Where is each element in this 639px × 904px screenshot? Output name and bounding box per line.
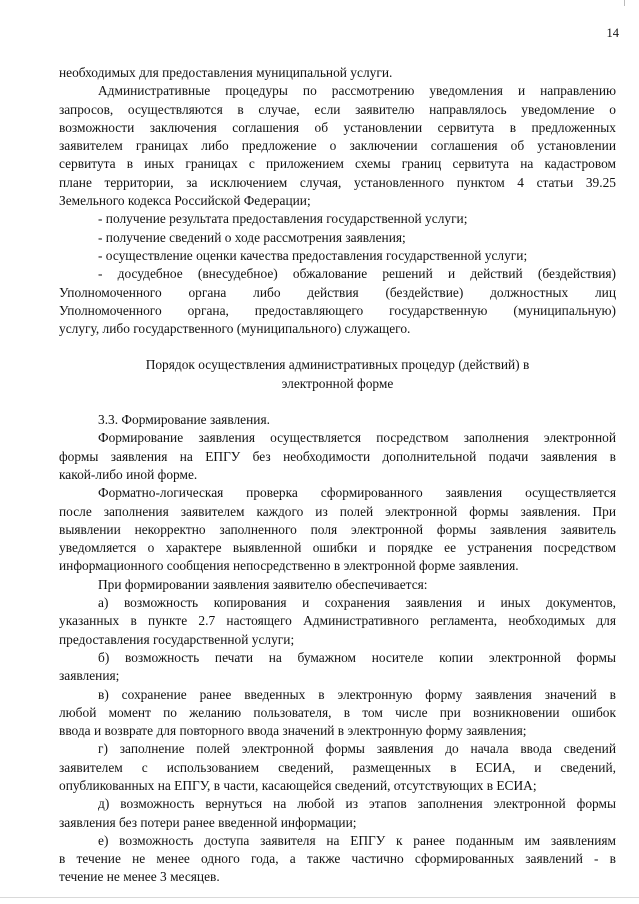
section-gap (59, 393, 616, 411)
list-item: д) возможность вернуться на любой из этапов заполнения электронной формы (98, 796, 616, 812)
text-line: информационного сообщения непосредственно в электронной форме заявления. (59, 558, 519, 574)
text-line: услугу, либо государственного (муниципального) служащего. (59, 321, 411, 337)
text-line: запросов, осуществляются в случае, если заявителю направлялось уведомление о (59, 101, 616, 117)
text-line: ввода и возврате для повторного ввода значений в электронную форму заявления; (59, 723, 527, 739)
text-line: уведомляется о характере выявленной ошибки и порядке ее устранения посредством (59, 540, 616, 556)
list-item: - получение результата предоставления государственной услуги; (98, 211, 468, 227)
paragraph-start: Административные процедуры по рассмотрению уведомления и направлению (98, 83, 616, 99)
list-item: - получение сведений о ходе рассмотрения заявления; (98, 229, 406, 245)
paragraph-start: Форматно-логическая проверка сформированного заявления осуществляется (98, 485, 616, 501)
text-line: заявления без потери ранее введенной информации; (59, 814, 357, 830)
text-line: опубликованных на ЕПГУ, в части, касающейся сведений, отсутствующих в ЕСИА; (59, 777, 537, 793)
page-body (59, 64, 616, 887)
text-line: Уполномоченного органа либо действия (бездействие) должностных лиц (59, 284, 616, 300)
text-line: течение не менее 3 месяцев. (59, 869, 220, 885)
paragraph-start: Формирование заявления осуществляется посредством заполнения электронной (98, 430, 616, 446)
text-line: указанных в пункте 2.7 настоящего Административного регламента, необходимых для (59, 613, 616, 629)
text-line: заявления; (59, 668, 120, 684)
text-line: заявителем с использованием сведений, размещенных в ЕСИА, и сведений, (59, 759, 616, 775)
clause-heading: 3.3. Формирование заявления. (98, 412, 270, 428)
list-item: а) возможность копирования и сохранения заявления и иных документов, (98, 595, 616, 611)
text-line: формы заявления на ЕПГУ без необходимости дополнительной подачи заявления в (59, 448, 616, 464)
scan-bottom-edge (0, 897, 639, 898)
text-line: какой-либо иной форме. (59, 466, 198, 482)
text-line: возможности заключения соглашения об установлении сервитута в предложенных (59, 119, 616, 135)
text-line: необходимых для предоставления муниципальной услуги. (59, 65, 393, 80)
text-line: в течение не менее одного года, а также частично сформированных заявлений - в (59, 851, 616, 867)
list-item: б) возможность печати на бумажном носителе копии электронной формы (98, 649, 616, 665)
text-line: заявителем границах либо предложение о заключении соглашения об установлении (59, 138, 616, 154)
text-line: сервитута в иных границах с приложением схемы границ сервитута на кадастровом (59, 156, 616, 172)
text-line: плане территории, за исключением случая, установленного пунктом 4 статьи 39.25 (59, 174, 616, 190)
list-item: г) заполнение полей электронной формы заявления до начала ввода сведений (98, 741, 616, 757)
text-line: любой момент по желанию пользователя, в том числе при возникновении ошибок (59, 704, 616, 720)
list-item: - досудебное (внесудебное) обжалование решений и действий (бездействия) (98, 266, 616, 282)
paragraph-start: При формировании заявления заявителю обеспечивается: (98, 576, 428, 592)
section-heading: электронной форме (281, 375, 394, 391)
section-heading: Порядок осуществления административных процедур (действий) в (145, 357, 530, 373)
list-item: в) сохранение ранее введенных в электронную форму заявления значений в (98, 686, 616, 702)
scan-edge-mark (624, 0, 625, 6)
page-number: 14 (606, 26, 619, 40)
text-line: Уполномоченного органа, предоставляющего государственную (муниципальную) (59, 302, 616, 318)
text-line: после заполнения заявителем каждого из полей электронной формы заявления. При (59, 503, 616, 519)
list-item: е) возможность доступа заявителя на ЕПГУ к ранее поданным им заявлениям (98, 832, 616, 848)
text-line: предоставления государственной услуги; (59, 631, 295, 647)
list-item: - осуществление оценки качества предоставления государственной услуги; (98, 247, 528, 263)
text-line: Земельного кодекса Российской Федерации; (59, 193, 311, 209)
section-gap (59, 338, 616, 356)
text-line: выявлении некорректно заполненного поля электронной формы заявления заявитель (59, 521, 616, 537)
